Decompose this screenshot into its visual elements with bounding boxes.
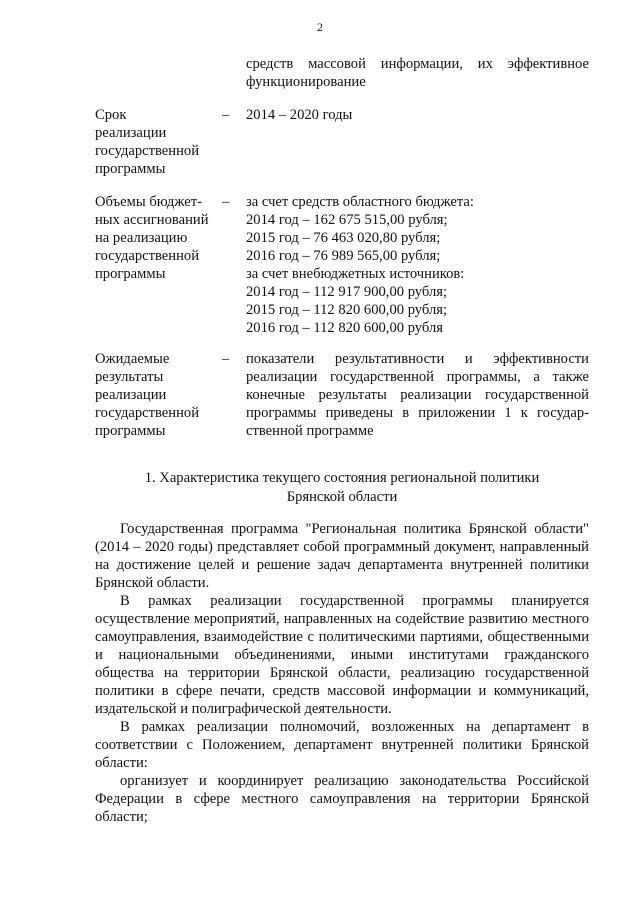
label-line: реализации bbox=[95, 387, 167, 403]
value-line: реализации государственной программы, а также bbox=[246, 369, 589, 385]
value-line: программы приведены в приложении 1 к государ- bbox=[246, 405, 589, 421]
funding-line: 2015 год – 112 820 600,00 рубля; bbox=[246, 302, 448, 318]
paragraph: Государственная программа "Региональная политика Брянской области" (2014 – 2020 годы) представляет собой программный документ, направленный на достижение целей и решение задач департамента внутренней политики Брянской области. bbox=[95, 521, 589, 591]
funding-line: 2016 год – 112 820 600,00 рубля bbox=[246, 320, 443, 336]
page-number: 2 bbox=[317, 20, 323, 34]
label-line: реализации bbox=[95, 125, 167, 141]
continued-line: функционирование bbox=[246, 74, 366, 90]
funding-heading: за счет внебюджетных источников: bbox=[246, 266, 465, 282]
funding-line: 2016 год – 76 989 565,00 рубля; bbox=[246, 248, 441, 264]
value-line: конечные результаты реализации государственной bbox=[246, 387, 589, 403]
row-value bbox=[246, 106, 589, 124]
label-line: результаты bbox=[95, 369, 164, 385]
label-line: программы bbox=[95, 423, 166, 439]
label-line: государственной bbox=[95, 143, 200, 159]
section-title-line: Брянской области bbox=[286, 489, 398, 505]
continued-text bbox=[246, 55, 589, 91]
value-line: ственной программе bbox=[246, 423, 374, 439]
funding-heading: за счет средств областного бюджета: bbox=[246, 194, 474, 210]
label-line: ных ассигнований bbox=[95, 212, 209, 228]
label-line: государственной bbox=[95, 248, 200, 264]
funding-line: 2015 год – 76 463 020,80 рубля; bbox=[246, 230, 441, 246]
label-line: на реализацию bbox=[95, 230, 188, 246]
row-dash: – bbox=[222, 107, 230, 123]
section-title bbox=[95, 469, 589, 507]
label-line: Объемы бюджет- bbox=[95, 194, 202, 210]
paragraph: В рамках реализации полномочий, возложенных на департамент в соответствии с Положением, департамент внутренней политики Брянской области: bbox=[95, 719, 589, 771]
funding-line: 2014 год – 162 675 515,00 рубля; bbox=[246, 212, 448, 228]
row-label bbox=[95, 350, 220, 440]
body-text bbox=[95, 520, 589, 826]
row-value bbox=[246, 350, 589, 440]
section-title-line: 1. Характеристика текущего состояния региональной политики bbox=[144, 470, 540, 486]
label-line: Ожидаемые bbox=[95, 351, 170, 367]
continued-line: средств массовой информации, их эффективное bbox=[246, 56, 589, 72]
paragraph: организует и координирует реализацию законодательства Российской Федерации в сфере местного самоуправления на территории Брянской области; bbox=[95, 773, 589, 825]
label-line: программы bbox=[95, 161, 166, 177]
row-dash: – bbox=[222, 194, 230, 210]
funding-line: 2014 год – 112 917 900,00 рубля; bbox=[246, 284, 448, 300]
row-label bbox=[95, 106, 220, 178]
label-line: программы bbox=[95, 266, 166, 282]
label-line: Срок bbox=[95, 107, 127, 123]
label-line: государственной bbox=[95, 405, 200, 421]
value-line: показатели результативности и эффективности bbox=[246, 351, 589, 367]
paragraph: В рамках реализации государственной программы планируется осуществление мероприятий, направленных на содействие развитию местного самоуправления, взаимодействие с политическими партиями, общественными и национальными объединениями, иными институтами гражданского общества на территории Брянской области, реализацию государственной политики в сфере печати, средств массовой информации и коммуникаций, издательской и полиграфической деятельности. bbox=[95, 593, 589, 717]
row-dash: – bbox=[222, 351, 230, 367]
value-line: 2014 – 2020 годы bbox=[246, 107, 353, 123]
row-value bbox=[246, 193, 589, 337]
row-label bbox=[95, 193, 220, 283]
